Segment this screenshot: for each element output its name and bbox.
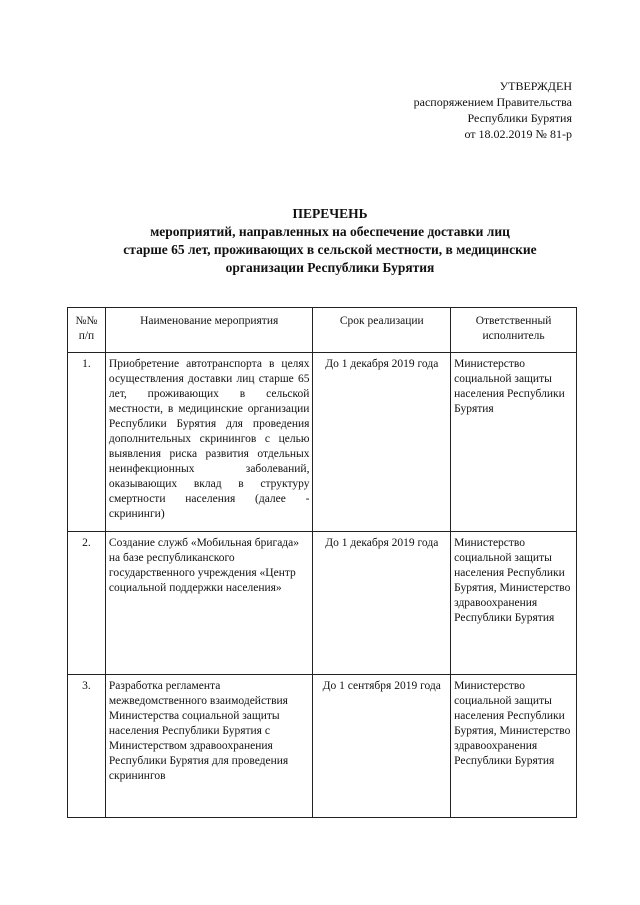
row-responsible: Министерство социальной защиты населения Республики Бурятия bbox=[451, 353, 577, 532]
row-name: Создание служб «Мобильная бригада» на базе республиканского государственного учреждения «Центр социальной поддержки населения» bbox=[105, 532, 313, 675]
row-term: До 1 сентября 2019 года bbox=[313, 675, 451, 818]
approval-title: УТВЕРЖДЕН bbox=[499, 79, 572, 93]
title-heading: ПЕРЕЧЕНЬ bbox=[292, 206, 368, 221]
approval-line-date: от 18.02.2019 № 81-р bbox=[464, 127, 572, 141]
header-responsible: Ответственный исполнитель bbox=[451, 308, 577, 353]
table-row bbox=[68, 353, 577, 532]
row-term: До 1 декабря 2019 года bbox=[313, 353, 451, 532]
table-header-row bbox=[68, 308, 577, 353]
title-line-1: мероприятий, направленных на обеспечение доставки лиц bbox=[150, 224, 510, 239]
row-name: Разработка регламента межведомственного взаимодействия Министерства социальной защиты населения Республики Бурятия с Министерством здравоохранения Республики Бурятия для проведения скринингов bbox=[105, 675, 313, 818]
row-name: Приобретение автотранспорта в целях осуществления доставки лиц старше 65 лет, проживающих в сельской местности, в медицинские организации Республики Бурятия для проведения дополнительных скринингов с целью выявления риска развития отдельных неинфекционных заболеваний, оказывающих вклад в структуру смертности населения (далее - скрининги) bbox=[105, 353, 313, 532]
header-term: Срок реализации bbox=[313, 308, 451, 353]
approval-block bbox=[414, 78, 572, 142]
row-num: 3. bbox=[68, 675, 106, 818]
measures-table bbox=[67, 307, 577, 818]
document-title bbox=[60, 205, 600, 277]
header-name: Наименование мероприятия bbox=[105, 308, 313, 353]
approval-line-order: распоряжением Правительства bbox=[413, 95, 572, 109]
title-line-3: организации Республики Бурятия bbox=[225, 260, 435, 275]
header-num: №№ п/п bbox=[68, 308, 106, 353]
approval-line-region: Республики Бурятия bbox=[467, 111, 572, 125]
row-num: 2. bbox=[68, 532, 106, 675]
row-responsible: Министерство социальной защиты населения Республики Бурятия, Министерство здравоохранения Республики Бурятия bbox=[451, 675, 577, 818]
table-row bbox=[68, 532, 577, 675]
row-num: 1. bbox=[68, 353, 106, 532]
table-row bbox=[68, 675, 577, 818]
row-term: До 1 декабря 2019 года bbox=[313, 532, 451, 675]
title-line-2: старше 65 лет, проживающих в сельской местности, в медицинские bbox=[123, 242, 537, 257]
row-responsible: Министерство социальной защиты населения Республики Бурятия, Министерство здравоохранения Республики Бурятия bbox=[451, 532, 577, 675]
